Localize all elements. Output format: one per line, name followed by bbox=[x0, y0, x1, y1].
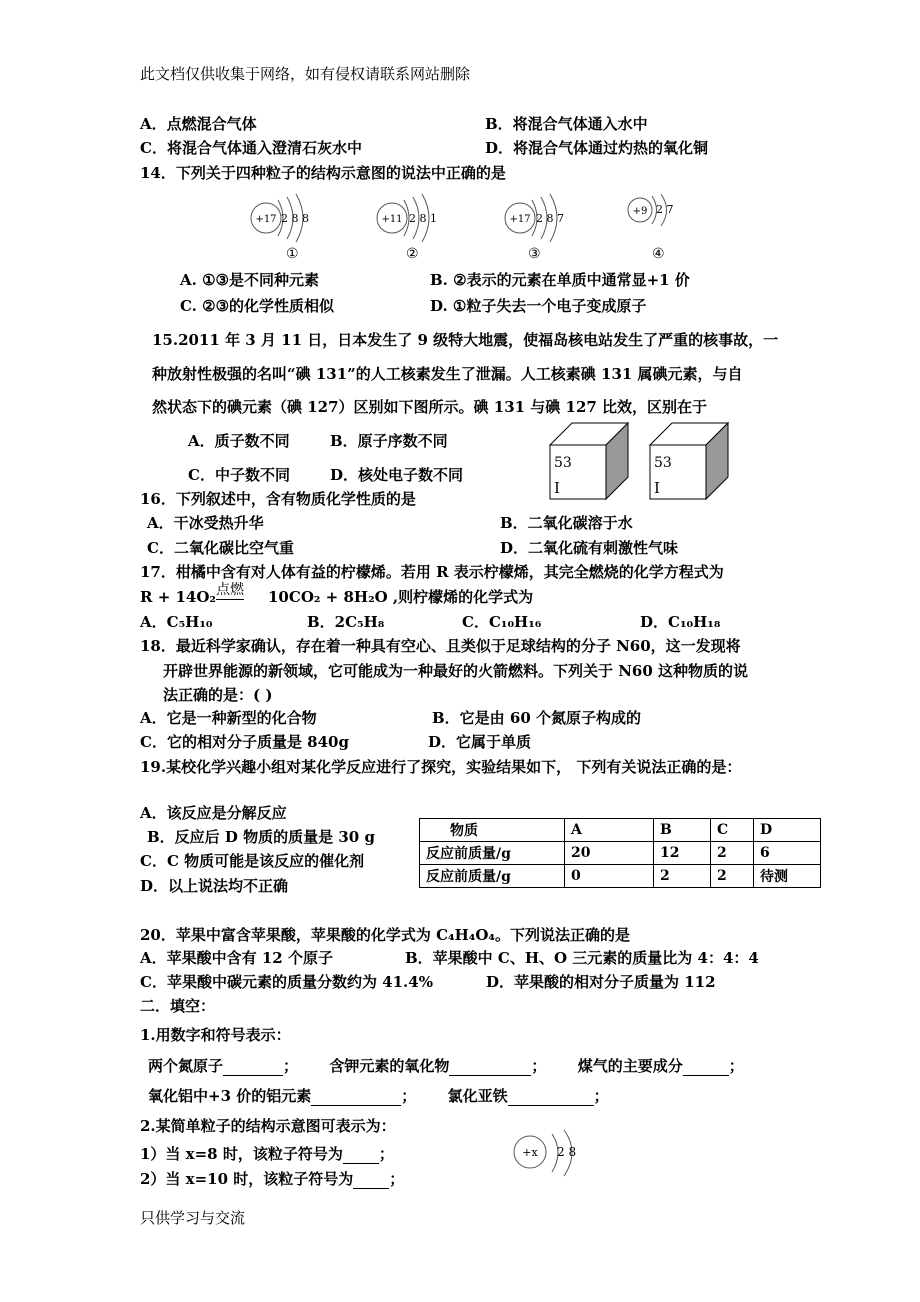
q15-option-a: A．质子数不同 bbox=[188, 432, 290, 450]
q19-option-b: B．反应后 D 物质的质量是 30 g bbox=[147, 828, 375, 846]
q18-line-3: 法正确的是：( ) bbox=[163, 686, 273, 704]
answer-blank[interactable] bbox=[508, 1089, 594, 1106]
particle-structure-diagram bbox=[508, 1126, 618, 1182]
atom-4-nucleus: +9 bbox=[632, 206, 648, 217]
page-footer: 只供学习与交流 bbox=[140, 1209, 246, 1227]
table-cell: 反应前质量/g bbox=[420, 865, 565, 888]
cube-1-symbol: I bbox=[554, 479, 560, 497]
answer-blank[interactable] bbox=[449, 1059, 531, 1076]
answer-blank[interactable] bbox=[353, 1172, 389, 1189]
q14-stem: 14．下列关于四种粒子的结构示意图的说法中正确的是 bbox=[140, 164, 506, 182]
fill-2-question-1: 1）当 x=8 时，该粒子符号为 ； bbox=[140, 1145, 394, 1163]
table-row bbox=[420, 865, 821, 888]
fill-label: 氧化铝中+3 价的铝元素 bbox=[148, 1087, 312, 1105]
atom-3-shells: 2 8 7 bbox=[536, 212, 564, 225]
atom-2-label: ② bbox=[406, 246, 419, 262]
atom-3-label: ③ bbox=[528, 246, 541, 262]
q16-option-b: B．二氧化碳溶于水 bbox=[500, 514, 633, 532]
q13-option-b: B．将混合气体通入水中 bbox=[485, 115, 648, 133]
fill-2-question-2-text: 2）当 x=10 时，该粒子符号为 bbox=[140, 1170, 354, 1188]
answer-blank[interactable] bbox=[311, 1089, 401, 1106]
q19-option-d: D．以上说法均不正确 bbox=[140, 877, 289, 895]
table-cell: 反应前质量/g bbox=[420, 842, 565, 865]
q17-equation-left: R + 14O₂ bbox=[140, 588, 216, 606]
fill-2-question-2: 2）当 x=10 时，该粒子符号为 ； bbox=[140, 1170, 405, 1188]
section-2-title: 二．填空： bbox=[140, 997, 216, 1015]
q16-option-d: D．二氧化硫有刺激性气味 bbox=[500, 539, 679, 557]
q20-option-a: A．苹果酸中含有 12 个原子 bbox=[140, 949, 333, 967]
iodine-cubes bbox=[548, 421, 738, 503]
table-cell: 12 bbox=[654, 842, 711, 865]
q13-option-d: D．将混合气体通过灼热的氧化铜 bbox=[485, 139, 709, 157]
particle-nucleus: +x bbox=[522, 1146, 538, 1159]
q14-option-d: D. ①粒子失去一个电子变成原子 bbox=[430, 297, 647, 315]
cube-2-number: 53 bbox=[654, 455, 672, 471]
answer-blank[interactable] bbox=[683, 1059, 729, 1076]
atom-1-label: ① bbox=[286, 246, 299, 262]
page-header: 此文档仅供收集于网络，如有侵权请联系网站删除 bbox=[140, 65, 471, 83]
q18-line-2: 开辟世界能源的新领域，它可能成为一种最好的火箭燃料。下列关于 N60 这种物质的说 bbox=[163, 662, 749, 680]
q20-option-c: C．苹果酸中碳元素的质量分数约为 41.4% bbox=[140, 973, 433, 991]
q17-stem: 17．柑橘中含有对人体有益的柠檬烯。若用 R 表示柠檬烯，其完全燃烧的化学方程式为 bbox=[140, 563, 724, 581]
q20-stem: 20．苹果中富含苹果酸，苹果酸的化学式为 C₄H₄O₄。下列说法正确的是 bbox=[140, 926, 630, 944]
q16-option-c: C．二氧化碳比空气重 bbox=[147, 539, 294, 557]
cube-1-number: 53 bbox=[554, 455, 572, 471]
q18-line-1: 18．最近科学家确认，存在着一种具有空心、且类似于足球结构的分子 N60，这一发现将 bbox=[140, 637, 741, 655]
fill-2-question-1-text: 1）当 x=8 时，该粒子符号为 bbox=[140, 1145, 343, 1163]
q15-option-b: B．原子序数不同 bbox=[330, 432, 448, 450]
atom-4-label: ④ bbox=[652, 246, 665, 262]
q15-option-d: D．核处电子数不同 bbox=[330, 466, 464, 484]
atom-1-shells: 2 8 8 bbox=[281, 212, 309, 225]
table-cell: 6 bbox=[754, 842, 821, 865]
q16-option-a: A．干冰受热升华 bbox=[147, 514, 264, 532]
atom-1-nucleus: +17 bbox=[255, 214, 277, 225]
q15-option-c: C．中子数不同 bbox=[188, 466, 290, 484]
table-header-cell: D bbox=[754, 819, 821, 842]
q18-option-c: C．它的相对分子质量是 840g bbox=[140, 733, 349, 751]
fill-1-row-1: 两个氮原子 ； 含钾元素的氧化物 ； 煤气的主要成分 ； bbox=[148, 1057, 744, 1075]
table-cell: 2 bbox=[711, 865, 754, 888]
fill-1-row-2: 氧化铝中+3 价的铝元素 ； 氯化亚铁 ； bbox=[148, 1087, 609, 1105]
experiment-table bbox=[419, 818, 821, 888]
fill-label: 氯化亚铁 bbox=[447, 1087, 508, 1105]
q13-option-c: C．将混合气体通入澄清石灰水中 bbox=[140, 139, 362, 157]
fill-label: 煤气的主要成分 bbox=[577, 1057, 683, 1075]
q20-option-b: B．苹果酸中 C、H、O 三元素的质量比为 4：4：4 bbox=[405, 949, 759, 967]
atom-4-shells: 2 7 bbox=[656, 203, 674, 216]
atom-2-shells: 2 8 1 bbox=[409, 212, 437, 225]
fill-1-title: 1.用数字和符号表示： bbox=[140, 1026, 291, 1044]
table-row bbox=[420, 842, 821, 865]
q17-equation-right: 10CO₂ + 8H₂O ,则柠檬烯的化学式为 bbox=[268, 588, 534, 606]
q18-option-d: D．它属于单质 bbox=[428, 733, 532, 751]
q19-option-a: A．该反应是分解反应 bbox=[140, 804, 287, 822]
q14-option-b: B. ②表示的元素在单质中通常显+1 价 bbox=[430, 271, 690, 289]
fill-label: 两个氮原子 bbox=[148, 1057, 224, 1075]
fill-2-title: 2.某简单粒子的结构示意图可表示为： bbox=[140, 1117, 396, 1135]
q14-option-c: C. ②③的化学性质相似 bbox=[180, 297, 335, 315]
table-cell: 20 bbox=[565, 842, 654, 865]
cube-2-symbol: I bbox=[654, 479, 660, 497]
table-header-cell: 物质 bbox=[420, 819, 565, 842]
table-header-cell: B bbox=[654, 819, 711, 842]
q19-option-c: C．C 物质可能是该反应的催化剂 bbox=[140, 852, 365, 870]
atom-3-nucleus: +17 bbox=[509, 214, 531, 225]
answer-blank[interactable] bbox=[223, 1059, 283, 1076]
q18-option-a: A．它是一种新型的化合物 bbox=[140, 709, 317, 727]
q17-option-c: C．C₁₀H₁₆ bbox=[462, 613, 542, 631]
q13-option-a: A．点燃混合气体 bbox=[140, 115, 257, 133]
atom-structure-diagrams bbox=[240, 194, 700, 266]
q15-line-1: 15.2011 年 3 月 11 日，日本发生了 9 级特大地震，使福岛核电站发生了严重的核事故，一 bbox=[152, 331, 779, 349]
table-header-row bbox=[420, 819, 821, 842]
q20-option-d: D．苹果酸的相对分子质量为 112 bbox=[486, 973, 716, 991]
table-cell: 2 bbox=[711, 842, 754, 865]
answer-blank[interactable] bbox=[343, 1147, 379, 1164]
q17-option-b: B．2C₅H₈ bbox=[307, 613, 385, 631]
q15-line-3: 然状态下的碘元素（碘 127）区别如下图所示。碘 131 与碘 127 比效，区别在于 bbox=[152, 398, 708, 416]
q17-option-d: D．C₁₀H₁₈ bbox=[640, 613, 721, 631]
table-header-cell: A bbox=[565, 819, 654, 842]
particle-shells: 2 8 bbox=[557, 1145, 577, 1159]
q17-reaction-condition: 点燃 bbox=[216, 582, 244, 598]
table-header-cell: C bbox=[711, 819, 754, 842]
q18-option-b: B．它是由 60 个氮原子构成的 bbox=[432, 709, 641, 727]
q15-line-2: 种放射性极强的名叫“碘 131”的人工核素发生了泄漏。人工核素碘 131 属碘元素，与自 bbox=[152, 365, 743, 383]
q19-stem: 19.某校化学兴趣小组对某化学反应进行了探究，实验结果如下， 下列有关说法正确的是： bbox=[140, 758, 742, 776]
atom-2-nucleus: +11 bbox=[381, 214, 403, 225]
table-cell: 待测 bbox=[754, 865, 821, 888]
fill-label: 含钾元素的氧化物 bbox=[329, 1057, 450, 1075]
q14-option-a: A. ①③是不同种元素 bbox=[180, 271, 319, 289]
q16-stem: 16．下列叙述中，含有物质化学性质的是 bbox=[140, 490, 416, 508]
table-cell: 2 bbox=[654, 865, 711, 888]
q17-option-a: A．C₅H₁₀ bbox=[140, 613, 213, 631]
table-cell: 0 bbox=[565, 865, 654, 888]
